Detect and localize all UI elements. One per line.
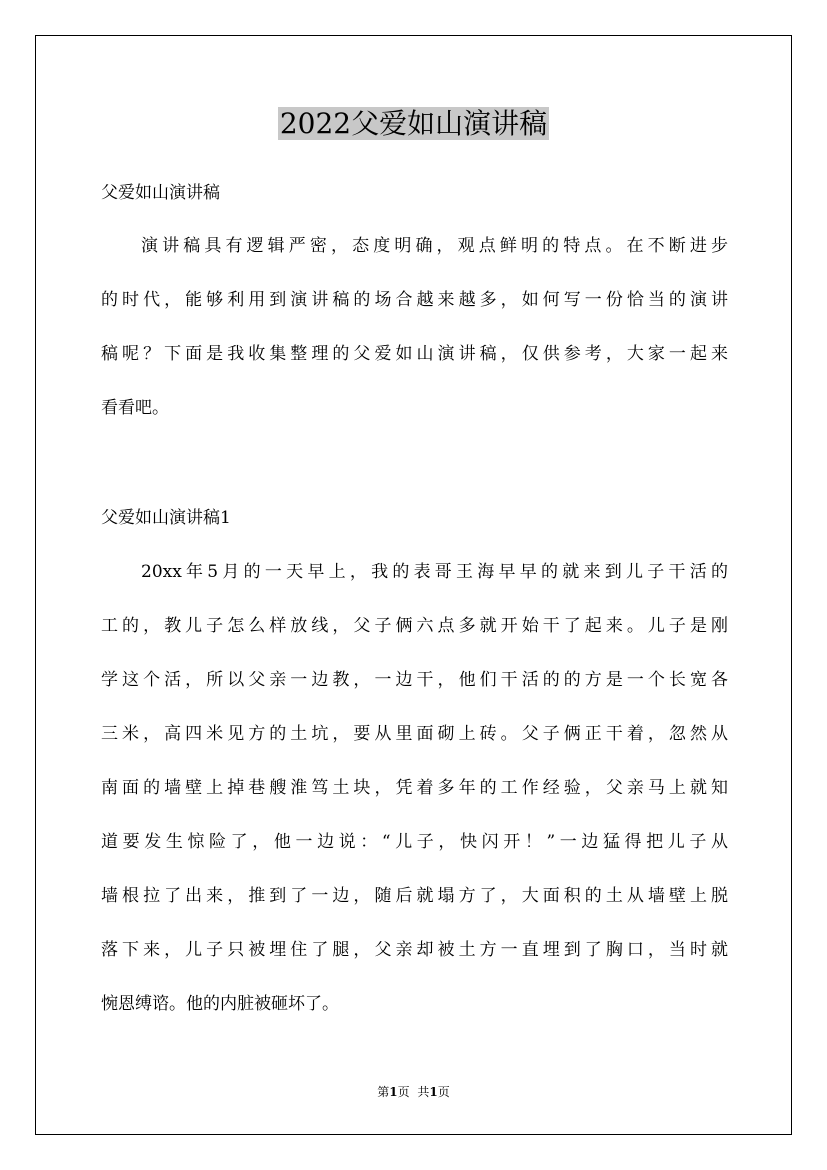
document-title-text: 2022父爱如山演讲稿	[279, 107, 548, 140]
page-footer	[0, 1084, 827, 1100]
document-subtitle: 父爱如山演讲稿	[101, 183, 220, 203]
section-line: 三米，高四米见方的土坑，要从里面砌上砖。父子俩正干着，忽然从	[101, 724, 728, 744]
document-title	[0, 104, 827, 144]
intro-line: 稿呢？下面是我收集整理的父爱如山演讲稿，仅供参考，大家一起来	[101, 344, 728, 364]
section-heading: 父爱如山演讲稿1	[101, 508, 231, 528]
section-line: 落下来，儿子只被埋住了腿，父亲却被土方一直埋到了胸口，当时就	[101, 940, 728, 960]
section-line: 20xx年5月的一天早上，我的表哥王海早早的就来到儿子干活的	[141, 562, 728, 582]
total-number: 1	[429, 1085, 438, 1099]
section-line: 道要发生惊险了，他一边说：“儿子，快闪开！”一边猛得把儿子从	[101, 832, 728, 852]
section-line: 学这个活，所以父亲一边教，一边干，他们干活的的方是一个长宽各	[101, 670, 728, 690]
intro-line: 的时代，能够利用到演讲稿的场合越来越多，如何写一份恰当的演讲	[101, 290, 728, 310]
page-suffix: 页	[397, 1085, 410, 1099]
intro-line: 演讲稿具有逻辑严密，态度明确，观点鲜明的特点。在不断进步	[141, 236, 728, 256]
total-prefix: 共	[417, 1085, 430, 1099]
section-line: 惋恩缚谘。他的内脏被砸坏了。	[101, 994, 339, 1014]
section-line: 工的，教儿子怎么样放线，父子俩六点多就开始干了起来。儿子是刚	[101, 616, 728, 636]
intro-line: 看看吧。	[101, 398, 169, 418]
section-line: 墙根拉了出来，推到了一边，随后就塌方了，大面积的土从墙壁上脱	[101, 886, 728, 906]
page-prefix: 第	[377, 1085, 390, 1099]
section-line: 南面的墙壁上掉巷艘淮笃土块，凭着多年的工作经验，父亲马上就知	[101, 778, 728, 798]
total-suffix: 页	[437, 1085, 450, 1099]
page-number: 1	[389, 1085, 398, 1099]
section-paragraph	[101, 545, 728, 1031]
intro-paragraph	[101, 219, 728, 435]
